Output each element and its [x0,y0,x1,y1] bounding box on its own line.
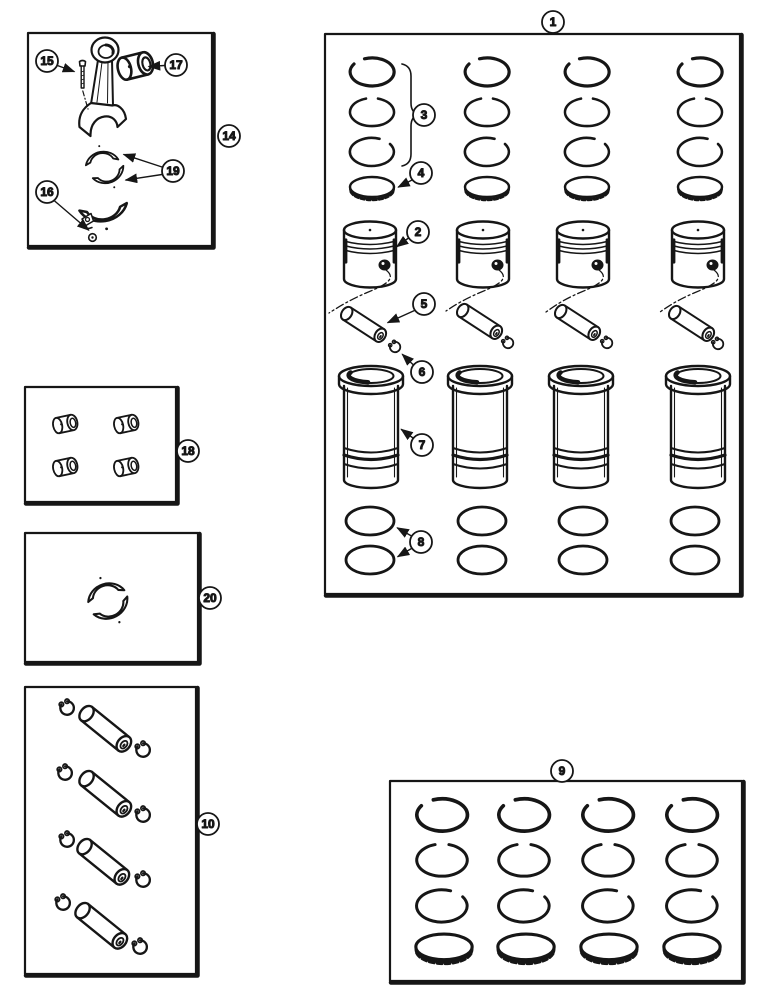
panel-pin-bushing-set [25,387,199,504]
oil-ring-drawing [465,177,509,200]
svg-text:1: 1 [549,15,557,29]
piston-drawing [344,222,396,288]
callout-rod-box [218,125,240,147]
panel-piston-pin-set [25,687,219,976]
svg-text:8: 8 [417,535,425,549]
svg-text:7: 7 [418,438,426,452]
svg-text:14: 14 [222,129,236,143]
svg-text:16: 16 [40,185,54,199]
callout-sleeve-seals [410,531,432,553]
panel-border [25,533,198,662]
svg-text:19: 19 [166,164,180,178]
callout-piston-pin [413,293,435,315]
callout-rod-nut [36,181,58,203]
callout-compression-rings [413,104,435,126]
panel-piston-ring-set [390,760,744,983]
svg-text:2: 2 [414,225,422,239]
svg-text:4: 4 [417,166,425,180]
callout-pin-retainer [411,361,433,383]
svg-text:17: 17 [169,58,183,72]
oil-ring-drawing [498,934,554,964]
callout-pin-set-box [197,813,219,835]
callout-bearing-box [199,587,221,609]
callout-bushing-set-box [177,440,199,462]
callout-ring-set-box [551,760,573,782]
leader-arrow-17 [149,66,165,67]
svg-text:3: 3 [420,108,428,122]
callout-rod-bearings [162,160,184,182]
cylinder-sleeve-drawing [339,366,403,488]
piston-drawing [457,222,509,288]
callout-oil-ring [410,162,432,184]
cylinder-sleeve-drawing [666,366,730,488]
cylinder-sleeve-drawing [549,366,613,488]
svg-text:10: 10 [201,817,215,831]
oil-ring-drawing [416,934,472,964]
svg-text:15: 15 [40,54,54,68]
oil-ring-drawing [678,177,722,200]
oil-ring-drawing [565,177,609,200]
oil-ring-drawing [350,177,394,200]
svg-text:18: 18 [181,444,195,458]
callout-piston [407,221,429,243]
panel-rod-bearing-half [25,533,221,664]
oil-ring-drawing [664,934,720,964]
panel-border [25,387,176,502]
cylinder-sleeve-drawing [448,366,512,488]
piston-drawing [672,222,724,288]
panel-connecting-rod-assembly [28,33,240,248]
svg-text:6: 6 [418,365,426,379]
callout-rod-bushing [165,54,187,76]
svg-text:9: 9 [558,764,566,778]
rod-nut-drawing [89,234,97,242]
oil-ring-drawing [581,934,637,964]
svg-text:5: 5 [420,297,428,311]
panel-piston-assemblies [325,11,742,596]
svg-text:20: 20 [203,591,217,605]
callout-rod-bolt [36,50,58,72]
callout-assembly-box [542,11,564,33]
piston-drawing [557,222,609,288]
callout-cylinder-sleeve [411,434,433,456]
